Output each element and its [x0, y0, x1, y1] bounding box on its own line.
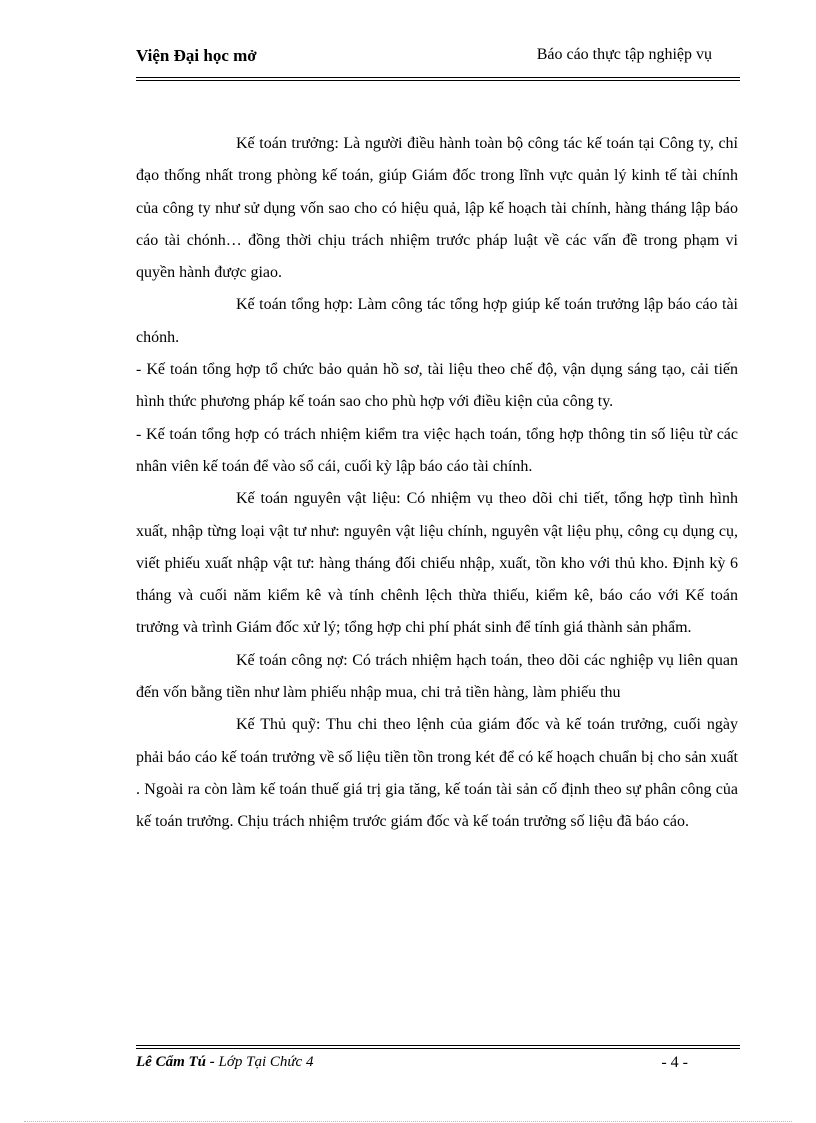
paragraph-nguyen-vat-lieu: Kế toán nguyên vật liệu: Có nhiệm vụ theo dõi chi tiết, tổng hợp tình hình xuất, nhập từng loại vật tư như: nguyên vật liệu chính, nguyên vật liệu phụ, công cụ dụng cụ, viết phiếu xuất nhập vật tư: hàng tháng đối chiếu nhập, xuất, tồn kho với thủ kho. Định kỳ 6 tháng và cuối năm kiểm kê và tính chênh lệch thừa thiếu, kiểm kê, báo cáo với Kế toán trưởng và trình Giám đốc xử lý; tổng hợp chi phí phát sinh để tính giá thành sản phẩm. [136, 490, 738, 637]
header-rule-top [136, 77, 740, 78]
paragraph-tong-hop-bao-quan: - Kế toán tổng hợp tổ chức bảo quản hồ sơ, tài liệu theo chế độ, vận dụng sáng tạo, cải tiến hình thức phương pháp kế toán sao cho phù hợp với điều kiện của công ty. [136, 361, 738, 411]
footer-rule-top [136, 1045, 740, 1046]
footer-author: Lê Cẩm Tú - Lớp Tại Chức 4 [136, 1054, 314, 1070]
header-institution: Viện Đại học mở [136, 46, 257, 65]
footer-rule-bottom [136, 1048, 740, 1049]
page-header [136, 46, 740, 70]
page-bottom-dotted-line [24, 1121, 792, 1122]
footer-class: Lớp Tại Chức 4 [218, 1054, 314, 1070]
header-rule-bottom [136, 80, 740, 81]
body-text [136, 128, 738, 839]
page-footer [136, 1054, 740, 1078]
page-number: - 4 - [661, 1054, 688, 1071]
paragraph-ke-toan-tong-hop: Kế toán tổng hợp: Làm công tác tổng hợp giúp kế toán trưởng lập báo cáo tài chónh. [136, 296, 738, 346]
paragraph-thu-quy: Kế Thủ quỹ: Thu chi theo lệnh của giám đốc và kế toán trưởng, cuối ngày phải báo cáo kế toán trưởng về số liệu tiền tồn trong két để có kế hoạch chuẩn bị cho sản xuất . Ngoài ra còn làm kế toán thuế giá trị gia tăng, kế toán tài sản cố định theo sự phân công của kế toán trưởng. Chịu trách nhiệm trước giám đốc và kế toán trưởng số liệu đã báo cáo. [136, 716, 738, 831]
paragraph-tong-hop-kiem-tra: - Kế toán tổng hợp có trách nhiệm kiểm tra việc hạch toán, tổng hợp thông tin số liệu từ các nhân viên kế toán để vào sổ cái, cuối kỳ lập báo cáo tài chính. [136, 425, 738, 475]
paragraph-cong-no: Kế toán công nợ: Có trách nhiệm hạch toán, theo dõi các nghiệp vụ liên quan đến vốn bằng tiền như làm phiếu nhập mua, chi trả tiền hàng, làm phiếu thu [136, 651, 738, 702]
header-report-title: Báo cáo thực tập nghiệp vụ [536, 46, 712, 63]
paragraph-ke-toan-truong: Kế toán trưởng: Là người điều hành toàn bộ công tác kế toán tại Công ty, chỉ đạo thống nhất trong phòng kế toán, giúp Giám đốc trong lĩnh vực quản lý kinh tế tài chính của công ty như sử dụng vốn sao cho có hiệu quả, lập kế hoạch tài chính, hàng tháng lập báo cáo tài chónh… đồng thời chịu trách nhiệm trước pháp luật về các vấn đề trong phạm vi quyền hành được giao. [136, 135, 738, 282]
